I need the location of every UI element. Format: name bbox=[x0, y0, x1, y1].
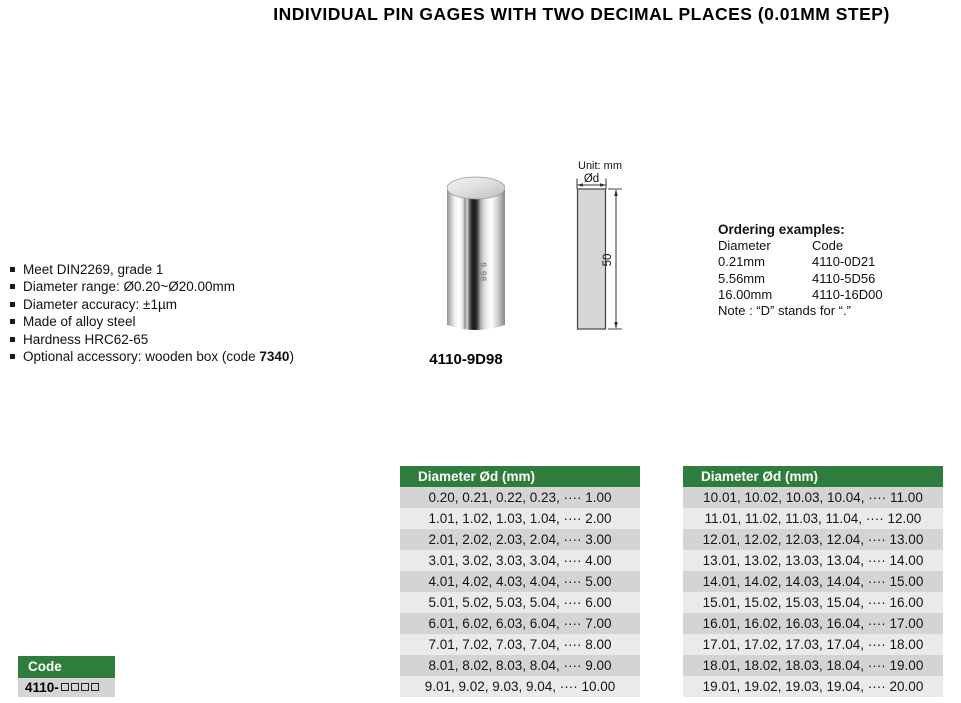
feature-text: Diameter range: Ø0.20~Ø20.00mm bbox=[23, 279, 235, 295]
feature-item bbox=[10, 296, 294, 313]
ordering-row bbox=[718, 271, 883, 287]
ordering-diameter-value: 0.21mm bbox=[718, 254, 765, 270]
table-row: 9.01, 9.02, 9.03, 9.04, ···· 10.00 bbox=[400, 676, 640, 697]
ordering-diameter-value: 16.00mm bbox=[718, 286, 773, 302]
bullet-square-icon bbox=[10, 284, 15, 289]
table-row: 19.01, 19.02, 19.03, 19.04, ···· 20.00 bbox=[683, 676, 943, 697]
table-header: Diameter Ød (mm) bbox=[400, 466, 640, 487]
code-value bbox=[18, 678, 115, 697]
ordering-note: Note : “D” stands for “.” bbox=[718, 303, 851, 319]
table-row: 7.01, 7.02, 7.03, 7.04, ···· 8.00 bbox=[400, 634, 640, 655]
code-placeholder-square bbox=[91, 683, 99, 691]
table-row: 5.01, 5.02, 5.03, 5.04, ···· 6.00 bbox=[400, 592, 640, 613]
code-placeholder-square bbox=[61, 683, 69, 691]
table-row: 16.01, 16.02, 16.03, 16.04, ···· 17.00 bbox=[683, 613, 943, 634]
ordering-heading: Ordering examples: bbox=[718, 222, 845, 237]
length-dim-label: 50 bbox=[602, 253, 614, 267]
table-header: Diameter Ød (mm) bbox=[683, 466, 943, 487]
table-row: 18.01, 18.02, 18.03, 18.04, ···· 19.00 bbox=[683, 655, 943, 676]
feature-text: Meet DIN2269, grade 1 bbox=[23, 262, 164, 277]
feature-item bbox=[10, 331, 294, 348]
arrow-down-icon bbox=[614, 322, 618, 329]
bullet-square-icon bbox=[10, 302, 15, 307]
arrow-right-icon bbox=[600, 183, 606, 187]
arrow-left-icon bbox=[577, 183, 583, 187]
code-placeholder-square bbox=[71, 683, 79, 691]
bullet-square-icon bbox=[10, 354, 15, 359]
optional-accessory-code: 7340 bbox=[259, 349, 290, 365]
feature-item bbox=[10, 278, 294, 295]
table-row: 14.01, 14.02, 14.03, 14.04, ···· 15.00 bbox=[683, 571, 943, 592]
table-row: 15.01, 15.02, 15.03, 15.04, ···· 16.00 bbox=[683, 592, 943, 613]
diameter-table-left bbox=[400, 466, 640, 697]
table-row: 4.01, 4.02, 4.03, 4.04, ···· 5.00 bbox=[400, 571, 640, 592]
code-box bbox=[18, 656, 115, 697]
table-row: 2.01, 2.02, 2.03, 2.04, ···· 3.00 bbox=[400, 529, 640, 550]
features-list bbox=[10, 261, 294, 365]
table-row: 12.01, 12.02, 12.03, 12.04, ···· 13.00 bbox=[683, 529, 943, 550]
bullet-square-icon bbox=[10, 337, 15, 342]
ordering-code-value: 4110-0D21 bbox=[812, 254, 876, 270]
pin-engraving: 9.98 bbox=[478, 262, 488, 282]
table-row: 11.01, 11.02, 11.03, 11.04, ···· 12.00 bbox=[683, 508, 943, 529]
table-row: 13.01, 13.02, 13.03, 13.04, ···· 14.00 bbox=[683, 550, 943, 571]
feature-text: Hardness HRC62-65 bbox=[23, 331, 149, 347]
ordering-row bbox=[718, 287, 883, 303]
bullet-square-icon bbox=[10, 267, 15, 272]
ordering-code-value: 4110-5D56 bbox=[812, 270, 876, 286]
table-row: 8.01, 8.02, 8.03, 8.04, ···· 9.00 bbox=[400, 655, 640, 676]
code-placeholder-square bbox=[81, 683, 89, 691]
ordering-row bbox=[718, 254, 883, 270]
page-title: INDIVIDUAL PIN GAGES WITH TWO DECIMAL PLACES (0.01MM STEP) bbox=[273, 4, 890, 24]
table-row: 3.01, 3.02, 3.03, 3.04, ···· 4.00 bbox=[400, 550, 640, 571]
table-row: 1.01, 1.02, 1.03, 1.04, ···· 2.00 bbox=[400, 508, 640, 529]
feature-text: Made of alloy steel bbox=[23, 314, 136, 330]
diameter-dim-label: Ød bbox=[583, 173, 600, 185]
feature-item bbox=[10, 261, 294, 278]
table-row: 6.01, 6.02, 6.03, 6.04, ···· 7.00 bbox=[400, 613, 640, 634]
feature-item bbox=[10, 348, 294, 365]
pin-cylinder-top bbox=[447, 177, 505, 199]
table-row: 10.01, 10.02, 10.03, 10.04, ···· 11.00 bbox=[683, 487, 943, 508]
feature-text: ) bbox=[289, 349, 294, 365]
ordering-col-diameter: Diameter bbox=[718, 238, 771, 254]
table-row: 0.20, 0.21, 0.22, 0.23, ···· 1.00 bbox=[400, 487, 640, 508]
unit-label: Unit: mm bbox=[578, 160, 622, 172]
pin-model-label: 4110-9D98 bbox=[429, 351, 503, 368]
table-row: 17.01, 17.02, 17.03, 17.04, ···· 18.00 bbox=[683, 634, 943, 655]
ordering-diameter-value: 5.56mm bbox=[718, 270, 765, 286]
bullet-square-icon bbox=[10, 319, 15, 324]
code-prefix: 4110- bbox=[25, 680, 59, 695]
code-box-header: Code bbox=[18, 656, 115, 678]
ordering-examples bbox=[718, 222, 883, 319]
feature-text: Diameter accuracy: ±1µm bbox=[23, 296, 177, 312]
feature-item bbox=[10, 313, 294, 330]
feature-text: Optional accessory: wooden box (code bbox=[23, 349, 260, 365]
ordering-col-code: Code bbox=[812, 238, 844, 254]
dimension-drawing bbox=[570, 155, 640, 337]
ordering-columns-row bbox=[718, 238, 883, 254]
pin-gage-photo bbox=[447, 176, 505, 338]
pin-cylinder-body bbox=[447, 188, 505, 330]
diameter-table-right bbox=[683, 466, 943, 697]
ordering-code-value: 4110-16D00 bbox=[812, 286, 883, 302]
arrow-up-icon bbox=[614, 189, 618, 196]
